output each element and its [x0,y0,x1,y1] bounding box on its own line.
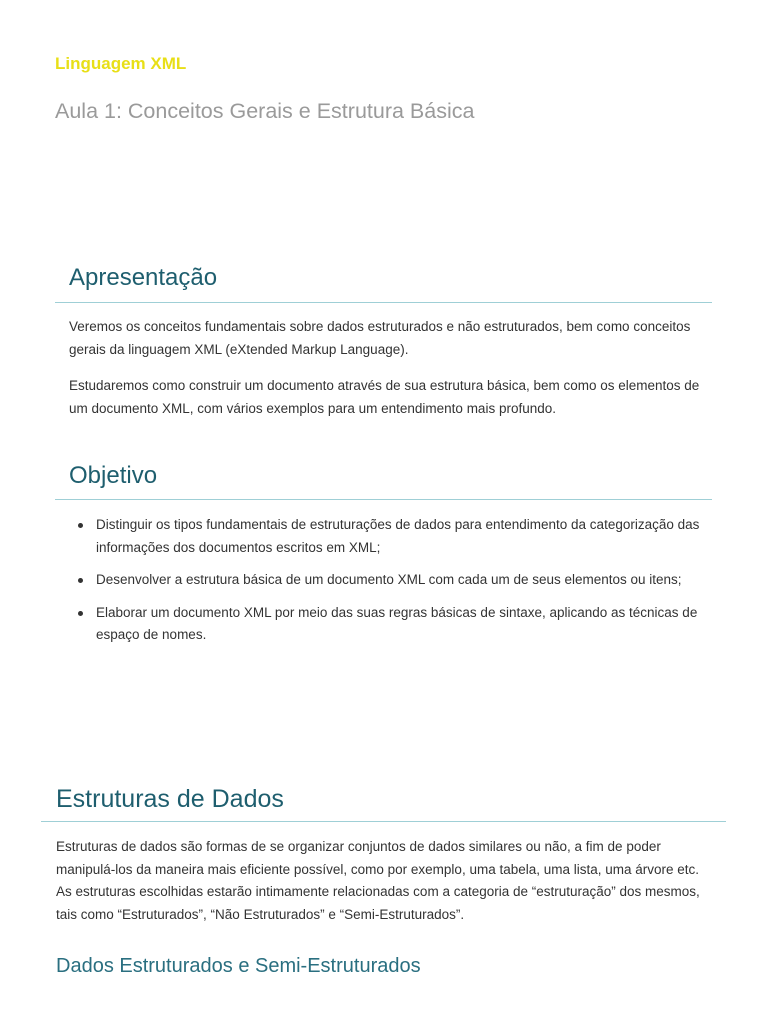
data-structures-heading: Estruturas de Dados [56,785,284,813]
objective-divider [55,499,712,500]
structured-data-subheading: Dados Estruturados e Semi-Estruturados [56,955,421,977]
presentation-paragraph-2: Estudaremos como construir um documento através de sua estrutura básica, bem como os elementos de um documento XML, com vários exemplos para um entendimento mais profundo. [69,378,700,416]
objective-item-text: Distinguir os tipos fundamentais de estruturações de dados para entendimento da categorização das informações dos documentos escritos em XML; [96,517,700,555]
objective-item-text: Elaborar um documento XML por meio das suas regras básicas de sintaxe, aplicando as técnicas de espaço de nomes. [96,604,698,642]
course-title: Linguagem XML [55,54,187,73]
objective-list [78,514,718,657]
lesson-title: Aula 1: Conceitos Gerais e Estrutura Básica [55,99,475,123]
data-structures-paragraph: Estruturas de dados são formas de se organizar conjuntos de dados similares ou não, a fim de poder manipulá-los da maneira mais eficiente possível, como por exemplo, uma tabela, uma lista, uma árvore etc. As estruturas escolhidas estarão intimamente relacionadas com a categoria de “estruturação” dos mesmos, tais como “Estruturados”, “Não Estruturados” e “Semi-Estruturados”. [56,839,700,922]
objective-heading: Objetivo [69,462,158,489]
objective-item-2 [78,569,718,592]
objective-item-text: Desenvolver a estrutura básica de um documento XML com cada um de seus elementos ou itens; [96,572,682,587]
bullet-dot-icon [78,611,83,616]
bullet-dot-icon [78,578,83,583]
objective-item-1 [78,514,718,559]
objective-item-3 [78,602,718,647]
presentation-paragraph-1: Veremos os conceitos fundamentais sobre dados estruturados e não estruturados, bem como conceitos gerais da linguagem XML (eXtended Markup Language). [69,319,691,357]
presentation-heading: Apresentação [69,264,218,291]
presentation-divider [55,302,712,303]
bullet-dot-icon [78,523,83,528]
data-structures-divider [41,821,726,822]
